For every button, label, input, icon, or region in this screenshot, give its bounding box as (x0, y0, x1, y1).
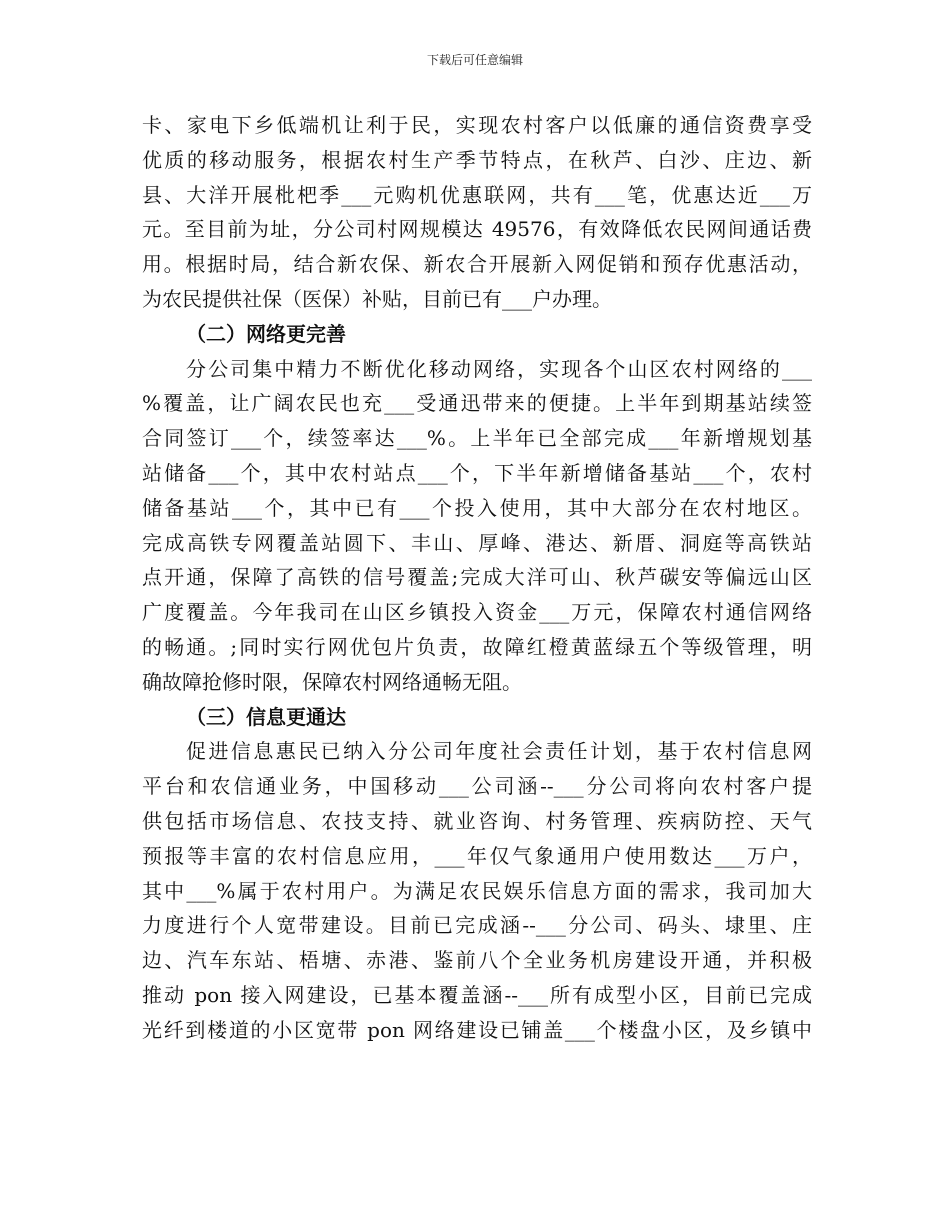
text-line: 的畅通。;同时实行网优包片负责，故障红橙黄蓝绿五个等级管理，明 (142, 634, 812, 659)
text-line: 站储备___个，其中农村站点___个，下半年新增储备基站___个，农村 (142, 460, 812, 485)
page-header: 下载后可任意编辑 (426, 53, 523, 67)
text-line: 储备基站___个，其中已有___个投入使用，其中大部分在农村地区。 (142, 495, 812, 520)
text-line: 光纤到楼道的小区宽带 pon 网络建设已铺盖___个楼盘小区，及乡镇中 (142, 1017, 812, 1042)
text-line: 边、汽车东站、梧塘、赤港、鉴前八个全业务机房建设开通，并积极 (142, 948, 812, 973)
text-line: 卡、家电下乡低端机让利于民，实现农村客户以低廉的通信资费享受 (142, 113, 812, 137)
text-line: 县、大洋开展枇杷季___元购机优惠联网，共有___笔，优惠达近___万 (142, 182, 812, 207)
text-line: %覆盖，让广阔农民也充___受通迅带来的便捷。上半年到期基站续签 (142, 391, 812, 416)
text-line: 推动 pon 接入网建设，已基本覆盖涵--___所有成型小区，目前已完成 (142, 982, 812, 1007)
paragraph-network (142, 352, 812, 700)
text-line: 确故障抢修时限，保障农村网络通畅无阻。 (142, 669, 522, 694)
paragraph-information (142, 734, 812, 1047)
text-line: 点开通，保障了高铁的信号覆盖;完成大洋可山、秋芦碳安等偏远山区 (142, 565, 812, 590)
text-line: 预报等丰富的农村信息应用，___年仅气象通用户使用数达___万户， (142, 843, 812, 868)
document-body (142, 108, 812, 1048)
text-line: 合同签订___个，续签率达___%。上半年已全部完成___年新增规划基 (142, 426, 812, 451)
text-line: 优质的移动服务，根据农村生产季节特点，在秋芦、白沙、庄边、新 (142, 147, 812, 172)
text-line: 供包括市场信息、农技支持、就业咨询、村务管理、疾病防控、天气 (142, 808, 812, 833)
text-line: 分公司集中精力不断优化移动网络，实现各个山区农村网络的___ (186, 356, 812, 381)
text-line: 力度进行个人宽带建设。目前已完成涵--___分公司、码头、埭里、庄 (142, 913, 812, 938)
text-line: 广度覆盖。今年我司在山区乡镇投入资金___万元，保障农村通信网络 (142, 600, 812, 625)
text-line: 元。至目前为址，分公司村网规模达 49576，有效降低农民网间通话费 (142, 217, 812, 242)
text-line: 为农民提供社保（医保）补贴，目前已有___户办理。 (142, 286, 612, 311)
text-line: 其中___%属于农村用户。为满足农民娱乐信息方面的需求，我司加大 (142, 878, 812, 903)
text-line: 平台和农信通业务，中国移动___公司涵--___分公司将向农村客户提 (142, 774, 812, 799)
section-heading-information: （三）信息更通达 (186, 704, 346, 729)
text-line: 促进信息惠民已纳入分公司年度社会责任计划，基于农村信息网 (186, 739, 812, 764)
text-line: 完成高铁专网覆盖站圆下、丰山、厚峰、港达、新厝、洞庭等高铁站 (142, 530, 812, 555)
paragraph-rural-service (142, 108, 812, 317)
text-line: 用。根据时局，结合新农保、新农合开展新入网促销和预存优惠活动， (142, 252, 812, 277)
section-heading-network: （二）网络更完善 (186, 321, 346, 346)
